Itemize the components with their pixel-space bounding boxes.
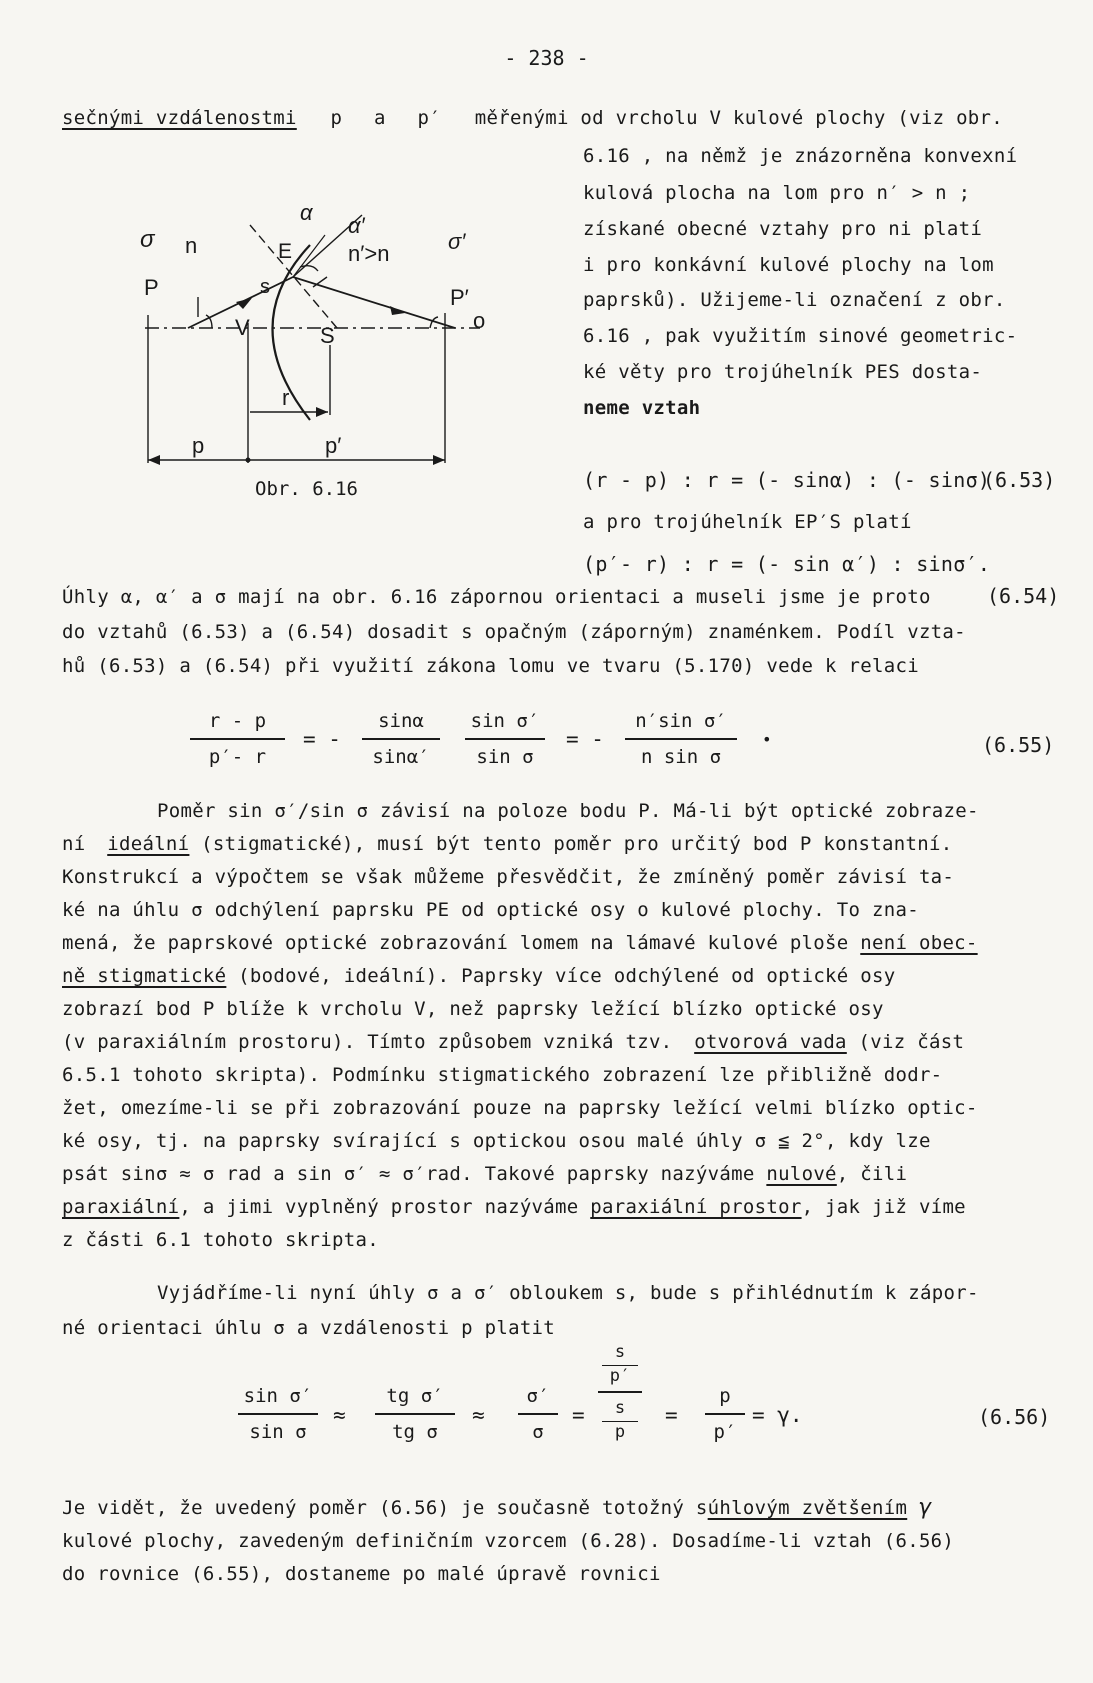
para2-line-13: paraxiální, a jimi vyplněný prostor nazýváme paraxiální prostor, jak již víme — [62, 1196, 966, 1218]
term-paraxial: paraxiální — [62, 1196, 180, 1218]
label-n-prime: n′>n — [348, 241, 390, 266]
eq656-nested-den: s p — [598, 1398, 642, 1442]
intro-line-5: i pro konkávní kulové plochy na lom — [583, 254, 994, 276]
para2-line-8: (v paraxiálním prostoru). Tímto způsobem vzniká tzv. otvorová vada (viz část — [62, 1031, 965, 1053]
intro-line-4: získané obecné vztahy pro ni platí — [583, 218, 983, 240]
eq656-frac-3: σ′ σ — [518, 1385, 558, 1443]
eq655-op-1: = - — [303, 727, 341, 751]
term-not-generally: není obec- — [860, 932, 978, 954]
eq655-dot: • — [762, 730, 772, 749]
label-V: V — [235, 315, 250, 340]
label-P-prime: P′ — [450, 285, 469, 310]
label-r: r — [282, 385, 290, 410]
para2-line-10: žet, omezíme-li se při zobrazování pouze na paprsky ležící velmi blízko optic- — [62, 1097, 978, 1119]
label-P: P — [144, 275, 159, 300]
label-s: s — [260, 276, 270, 298]
eq656-frac-2: tg σ′ tg σ — [375, 1385, 455, 1443]
label-sigma: σ — [140, 226, 155, 253]
para2-line-5: mená, že paprskové optické zobrazování lomem na lámavé kulové ploše není obec- — [62, 932, 978, 954]
ray-arrow-1 — [236, 298, 252, 309]
term-stigmatic: ně stigmatické — [62, 965, 227, 987]
para1-line-2: do vztahů (6.53) a (6.54) dosadit s opačným (záporným) znaménkem. Podíl vzta- — [62, 621, 966, 643]
eq655-frac-3: sin σ′ sin σ — [465, 710, 545, 768]
term-ideal: ideální — [107, 833, 190, 855]
between-line: a pro trojúhelník EP′S platí — [583, 511, 912, 533]
intro-line-9: neme vztah — [583, 397, 701, 419]
para2-line-9: 6.5.1 tohoto skripta). Podmínku stigmatického zobrazení lze přibližně dodr- — [62, 1064, 943, 1086]
para1-line-3: hů (6.53) a (6.54) při využití zákona lomu ve tvaru (5.170) vede k relaci — [62, 655, 919, 677]
term-aperture-defect: otvorová vada — [694, 1031, 847, 1053]
para2-line-2: ní ideální (stigmatické), musí být tento poměr pro určitý bod P konstantní. — [62, 833, 953, 855]
para2-line-12: psát sinσ ≈ σ rad a sin σ′ ≈ σ′rad. Takové paprsky nazýváme nulové, čili — [62, 1163, 908, 1185]
label-S: S — [320, 323, 335, 348]
dimension-p-prime-arrow — [433, 455, 445, 465]
para2-line-11: ké osy, tj. na paprsky svírající s optickou osou malé úhly σ ≦ 2°, kdy lze — [62, 1130, 931, 1152]
symbol-gamma: γ — [918, 1495, 933, 1520]
var-p: p — [330, 107, 343, 129]
para1-line-1: Úhly α, α′ a σ mají na obr. 6.16 zápornou orientaci a museli jsme je proto — [62, 586, 931, 608]
intro-line-8: ké věty pro trojúhelník PES dosta- — [583, 361, 983, 383]
eq656-frac-1: sin σ′ sin σ — [238, 1385, 318, 1443]
spherical-surface — [273, 245, 311, 420]
eq656-tail: = γ. — [752, 1403, 803, 1427]
eq655-frac-2: sinα sinα′ — [362, 710, 440, 768]
eq656-eq-2: = — [665, 1403, 678, 1427]
label-o: o — [473, 308, 486, 333]
para2-line-4: ké na úhlu σ odchýlení paprsku PE od optické osy o kulové plochy. To zna- — [62, 899, 919, 921]
para3-line-1: Vyjádříme-li nyní úhly σ a σ′ obloukem s, bude s přihlédnutím k zápor- — [157, 1282, 979, 1304]
eq655-frac-1: r - p p′- r — [190, 710, 285, 768]
equation-6-54: (p′- r) : r = (- sin α′) : sinσ′. — [583, 552, 991, 576]
equation-6-53: (r - p) : r = (- sinα) : (- sinσ) — [583, 468, 991, 492]
page-number: - 238 - — [504, 46, 589, 70]
eq656-nested-num: s p′ — [598, 1342, 642, 1386]
label-E: E — [278, 240, 293, 263]
para2-line-6: ně stigmatické (bodové, ideální). Paprsky více odchýlené od optické osy — [62, 965, 896, 987]
label-p-prime: p′ — [325, 433, 342, 458]
label-p: p — [192, 433, 205, 458]
refracted-extension — [293, 235, 325, 277]
equation-number-6-54: (6.54) — [987, 584, 1060, 608]
eq656-nested-frac — [598, 1342, 642, 1442]
para2-line-1: Poměr sin σ′/sin σ závisí na poloze bodu P. Má-li být optické zobraze- — [157, 800, 979, 822]
dimension-r-arrow — [316, 407, 328, 417]
para4-line-2: kulové plochy, zavedeným definičním vzorcem (6.28). Dosadíme-li vztah (6.56) — [62, 1530, 955, 1552]
word-and: a — [374, 107, 386, 129]
equation-number-6-56: (6.56) — [978, 1405, 1051, 1429]
eq655-frac-4: n′sin σ′ n sin σ — [625, 710, 737, 768]
intro-line-7: 6.16 , pak využitím sinové geometric- — [583, 325, 1018, 347]
eq656-frac-5: p p′ — [705, 1385, 745, 1443]
term-zero-rays: nulové — [766, 1163, 837, 1185]
para2-line-7: zobrazí bod P blíže k vrcholu V, než paprsky ležící blízko optické osy — [62, 998, 884, 1020]
para4-line-3: do rovnice (6.55), dostaneme po malé úpravě rovnici — [62, 1563, 661, 1585]
eq656-approx-2: ≈ — [472, 1403, 485, 1427]
figure-caption: Obr. 6.16 — [255, 478, 358, 500]
eq656-approx-1: ≈ — [333, 1403, 346, 1427]
intro-line-1-rest: měřenými od vrcholu V kulové plochy (viz obr. — [474, 107, 1004, 129]
intro-line-1 — [62, 107, 1003, 129]
label-alpha-prime: α′ — [348, 213, 365, 238]
para2-line-14: z části 6.1 tohoto skripta. — [62, 1229, 379, 1251]
equation-number-6-53: (6.53) — [983, 468, 1056, 492]
label-n: n — [185, 233, 198, 258]
term-paraxial-space: paraxiální prostor — [590, 1196, 802, 1218]
intro-line-2: 6.16 , na němž je znázorněna konvexní — [583, 145, 1018, 167]
term-secant-distances: sečnými vzdálenostmi — [62, 107, 297, 129]
para3-line-2: né orientaci úhlu σ a vzdálenosti p platit — [62, 1317, 556, 1339]
para2-line-3: Konstrukcí a výpočtem se však můžeme přesvědčit, že zmíněný poměr závisí ta- — [62, 866, 955, 888]
term-angular-magnification: úhlovým zvětšením — [707, 1497, 908, 1519]
eq656-eq-1: = — [572, 1403, 585, 1427]
para4-line-1: Je vidět, že uvedený poměr (6.56) je současně totožný súhlovým zvětšením γ — [62, 1495, 933, 1520]
var-p-prime: p′ — [417, 107, 442, 129]
dimension-p-arrow — [148, 455, 160, 465]
label-alpha: α — [300, 205, 313, 225]
ray-arrow-2 — [390, 306, 405, 315]
intro-line-6: paprsků). Užijeme-li označení z obr. — [583, 289, 1006, 311]
equation-number-6-55: (6.55) — [982, 733, 1055, 757]
label-sigma-prime: σ′ — [448, 229, 466, 254]
dimension-vertex-dot — [246, 458, 251, 463]
intro-line-3: kulová plocha na lom pro n′ > n ; — [583, 182, 971, 204]
eq655-op-2: = - — [566, 727, 604, 751]
